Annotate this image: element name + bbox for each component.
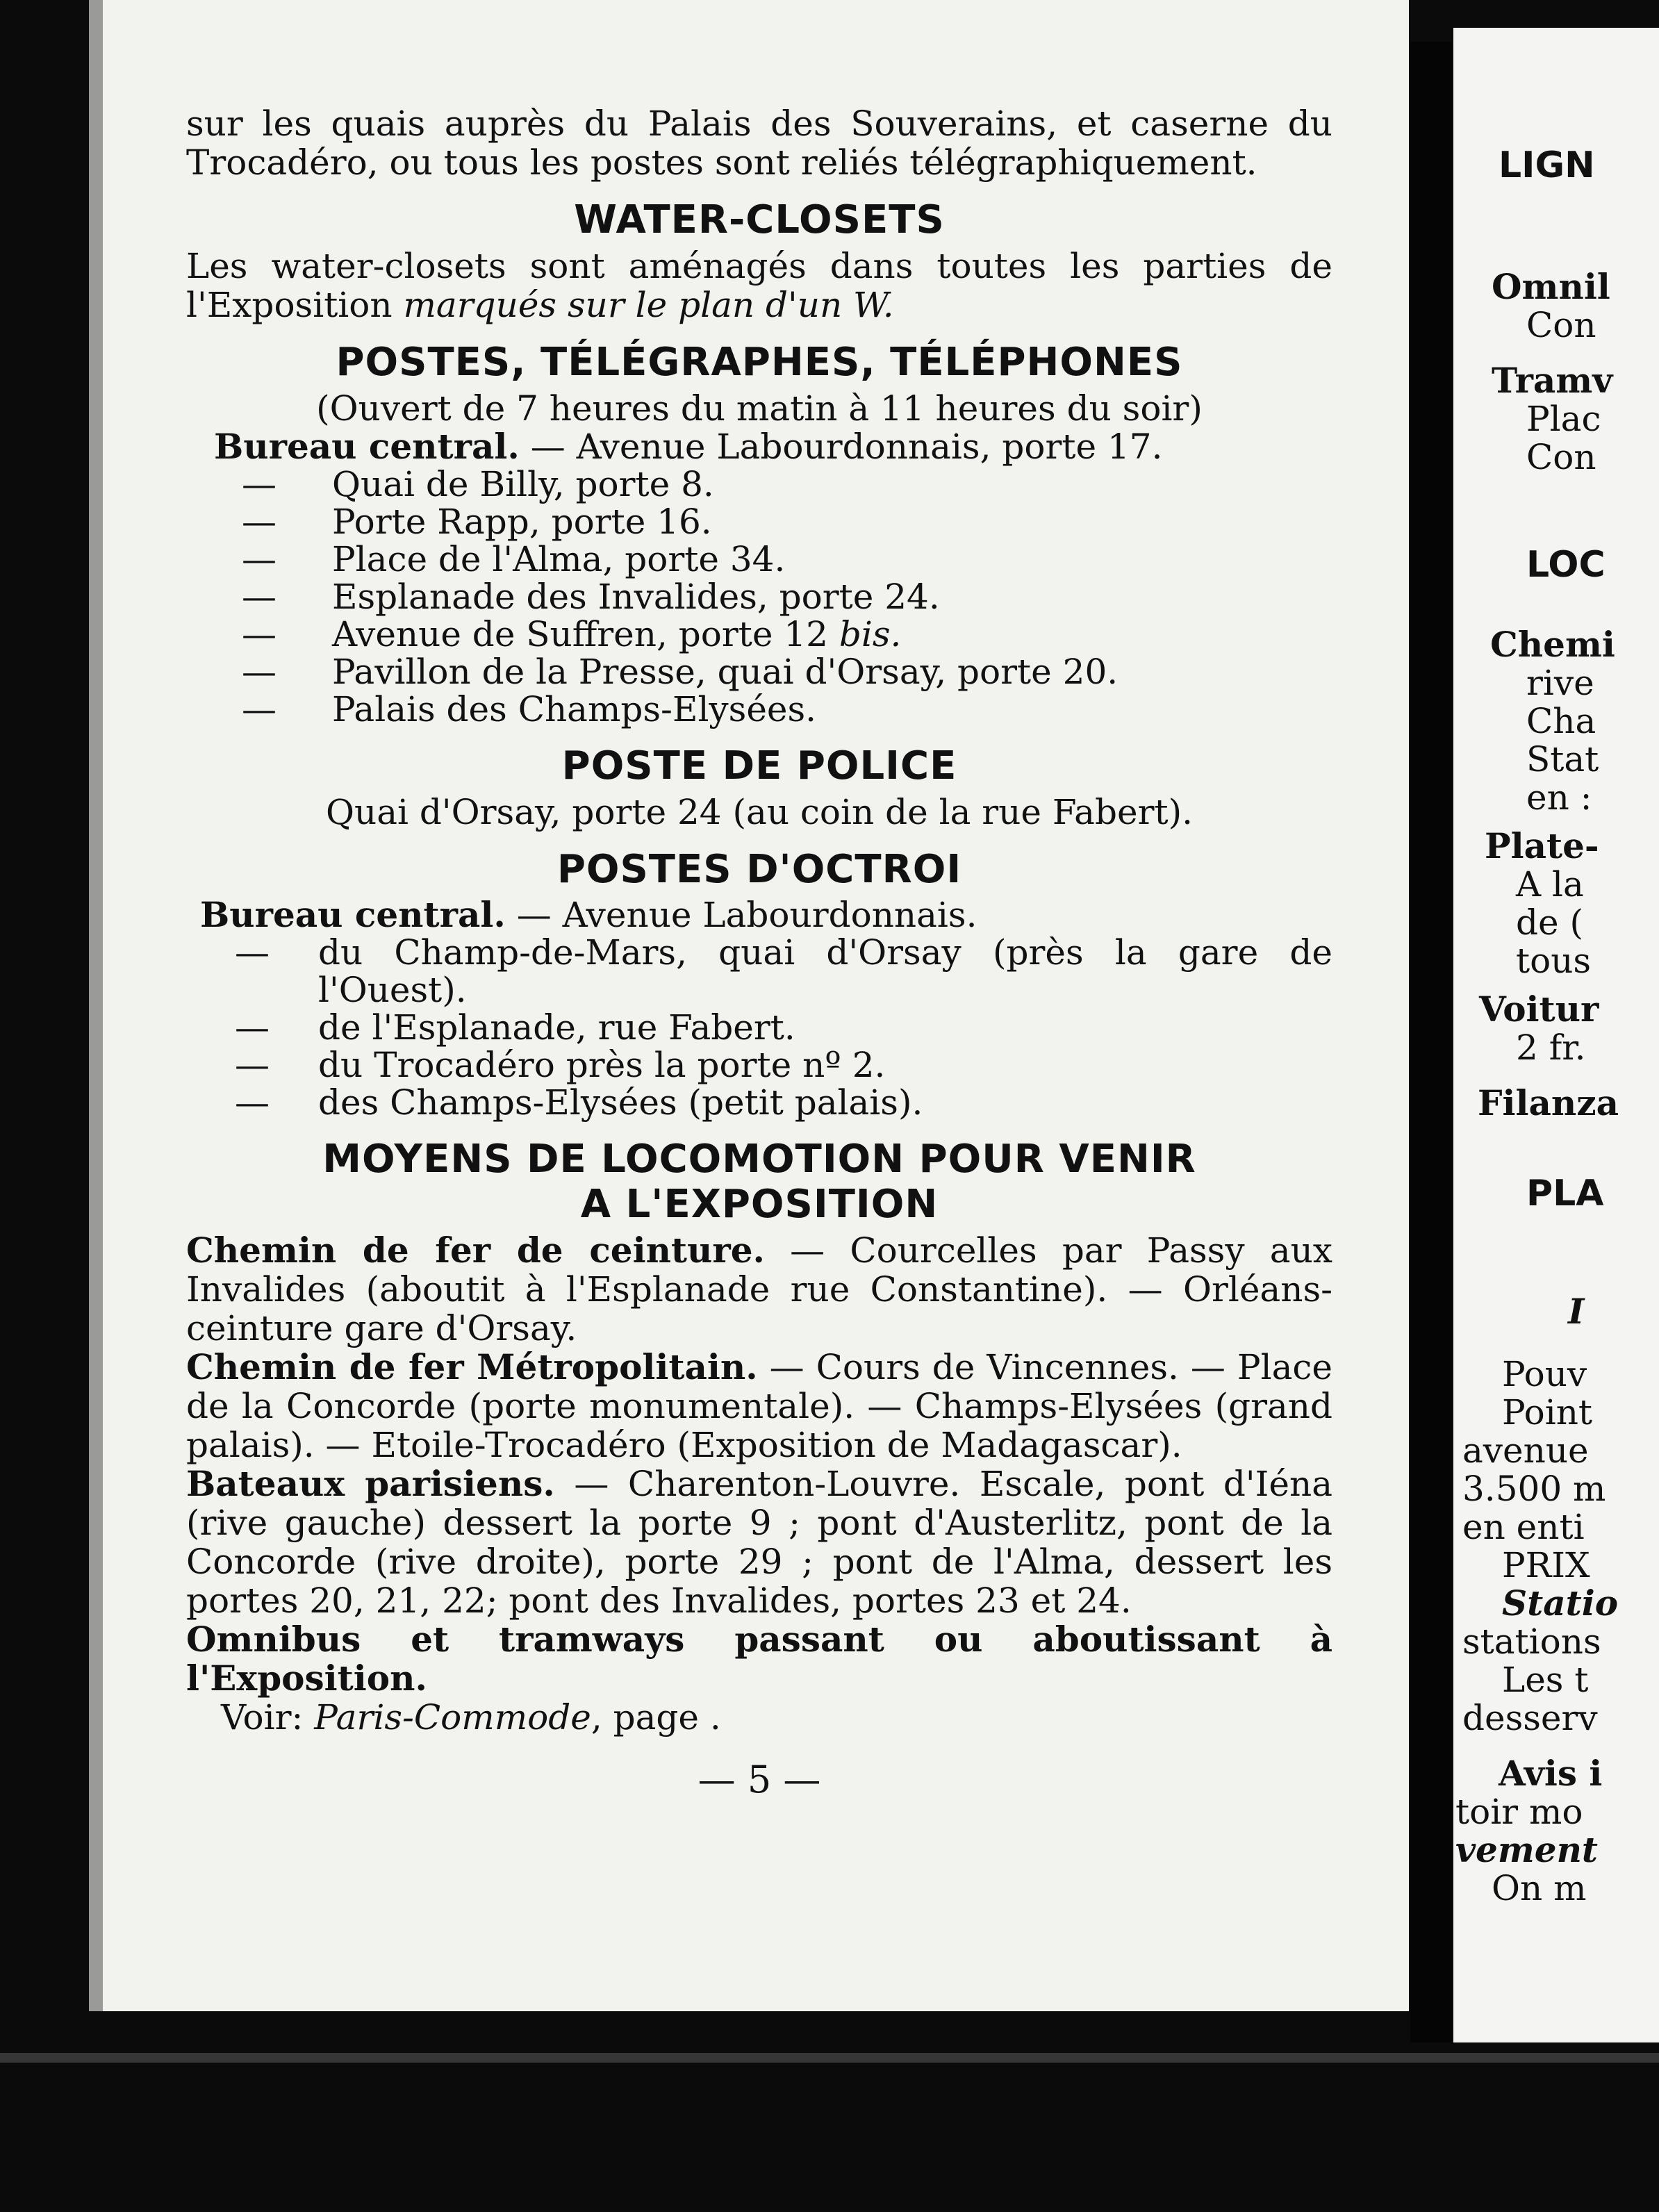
- postes-central-label: Bureau central.: [214, 426, 520, 467]
- right-page-line: Pouv: [1502, 1354, 1587, 1394]
- list-item: — Palais des Champs-Elysées.: [242, 689, 817, 729]
- right-page-line: On m: [1492, 1868, 1587, 1908]
- heading-octroi: POSTES D'OCTROI: [556, 847, 962, 892]
- right-page-line: de (: [1516, 902, 1583, 943]
- right-page-line: Con: [1526, 437, 1596, 477]
- list-item: — de l'Esplanade, rue Fabert.: [235, 1007, 795, 1048]
- voir-line: Voir: Paris-Commode, page .: [221, 1697, 721, 1738]
- list-item: — Avenue de Suffren, porte 12 bis.: [242, 614, 902, 654]
- octroi-central-label: Bureau central.: [200, 894, 506, 935]
- heading-moyens-1: MOYENS DE LOCOMOTION POUR VENIR: [322, 1137, 1196, 1182]
- right-page-line: rive: [1526, 663, 1594, 703]
- right-page-line: vement: [1455, 1829, 1599, 1870]
- right-page-line: en enti: [1462, 1507, 1585, 1547]
- heading-water-closets: WATER-CLOSETS: [574, 197, 945, 242]
- right-page-line: A la: [1516, 864, 1584, 905]
- wc-paragraph: [186, 247, 1332, 324]
- list-item: — des Champs-Elysées (petit palais).: [235, 1082, 923, 1123]
- right-page-line: desserv: [1462, 1698, 1598, 1738]
- moyens-entry: Bateaux parisiens. — Charenton-Louvre. Escale, pont d'Iéna (rive gauche) dessert la porte 9 ; pont d'Austerlitz, pont de la Concorde (rive droite), porte 29 ; pont de l'Alma, dessert les portes 20, 21, 22; pont des Invalides, portes 23 et 24.: [186, 1463, 1332, 1621]
- octroi-central-text: — Avenue Labourdonnais.: [516, 895, 977, 935]
- right-page-line: Statio: [1502, 1583, 1619, 1624]
- right-page-line: Con: [1526, 305, 1596, 345]
- right-page-line: en :: [1526, 777, 1592, 818]
- wc-text-italic: marqués sur le plan d'un W.: [403, 285, 894, 325]
- right-page-line: Stat: [1526, 739, 1599, 779]
- postes-central: [186, 428, 1332, 465]
- list-item: — du Trocadéro près la porte nº 2.: [235, 1045, 886, 1085]
- right-page-line: stations: [1462, 1621, 1601, 1662]
- right-page-line: 2 fr.: [1516, 1027, 1586, 1068]
- right-page-line: tous: [1516, 941, 1592, 981]
- list-item: — du Champ-de-Mars, quai d'Orsay (près la gare de l'Ouest).: [235, 932, 1332, 1010]
- scan-edge: [0, 2053, 1659, 2063]
- page-edge: [89, 0, 103, 2011]
- binding-gutter: [1410, 42, 1452, 2042]
- heading-postes: POSTES, TÉLÉGRAPHES, TÉLÉPHONES: [336, 340, 1183, 385]
- right-page-line: Les t: [1502, 1660, 1589, 1700]
- right-page-line: Voitur: [1479, 989, 1599, 1030]
- right-page-line: I: [1568, 1291, 1585, 1332]
- intro-paragraph: sur les quais auprès du Palais des Souverains, et caserne du Trocadéro, ou tous les postes sont reliés télégraphiquement.: [186, 104, 1332, 183]
- moyens-entry: Chemin de fer de ceinture. — Courcelles par Passy aux Invalides (aboutit à l'Esplanade rue Constantine). — Orléans-ceinture gare d'Orsay.: [186, 1230, 1332, 1348]
- right-page-line: Point: [1502, 1392, 1593, 1433]
- right-page-line: PLA: [1526, 1173, 1604, 1214]
- list-item: — Esplanade des Invalides, porte 24.: [242, 577, 940, 617]
- list-item: — Porte Rapp, porte 16.: [242, 502, 712, 542]
- wc-text: Les water-closets sont aménagés dans toutes les parties de l'Exposition: [186, 246, 1332, 325]
- right-page-line: PRIX: [1502, 1545, 1590, 1585]
- list-item: — Quai de Billy, porte 8.: [242, 464, 714, 504]
- list-item: — Pavillon de la Presse, quai d'Orsay, porte 20.: [242, 652, 1119, 692]
- right-page-line: Plate-: [1485, 825, 1599, 866]
- postes-hours: (Ouvert de 7 heures du matin à 11 heures du soir): [316, 388, 1203, 429]
- octroi-central: [186, 896, 1332, 934]
- left-page: [103, 0, 1409, 2011]
- moyens-entries: [186, 1231, 1332, 1737]
- right-page-line: toir mo: [1455, 1792, 1583, 1832]
- right-page-line: Filanza: [1478, 1082, 1619, 1123]
- postes-central-text: — Avenue Labourdonnais, porte 17.: [530, 427, 1163, 467]
- octroi-list: [186, 934, 1332, 1121]
- right-page-line: 3.500 m: [1462, 1469, 1606, 1509]
- right-page-line: Cha: [1526, 701, 1596, 741]
- right-page-cropped: [1453, 28, 1659, 2042]
- right-page-line: Avis i: [1499, 1753, 1603, 1794]
- postes-list: [186, 465, 1332, 728]
- moyens-entry: Omnibus et tramways passant ou aboutissant à l'Exposition.: [186, 1619, 1332, 1699]
- right-page-line: avenue: [1462, 1430, 1589, 1471]
- right-page-line: Omnil: [1492, 266, 1610, 307]
- right-page-line: Tramv: [1492, 360, 1613, 401]
- right-page-line: Plac: [1526, 399, 1601, 439]
- right-page-line: Chemi: [1490, 624, 1615, 665]
- heading-moyens-2: A L'EXPOSITION: [580, 1182, 939, 1227]
- list-item: — Place de l'Alma, porte 34.: [242, 539, 786, 579]
- page-number: — 5 —: [698, 1758, 821, 1801]
- right-page-line: LOC: [1526, 544, 1606, 586]
- heading-police: POSTE DE POLICE: [561, 743, 957, 789]
- moyens-entry: Chemin de fer Métropolitain. — Cours de Vincennes. — Place de la Concorde (porte monumentale). — Champs-Elysées (grand palais). — Etoile-Trocadéro (Exposition de Madagascar).: [186, 1346, 1332, 1465]
- right-page-line: LIGN: [1499, 145, 1595, 186]
- police-text: Quai d'Orsay, porte 24 (au coin de la rue Fabert).: [326, 792, 1193, 832]
